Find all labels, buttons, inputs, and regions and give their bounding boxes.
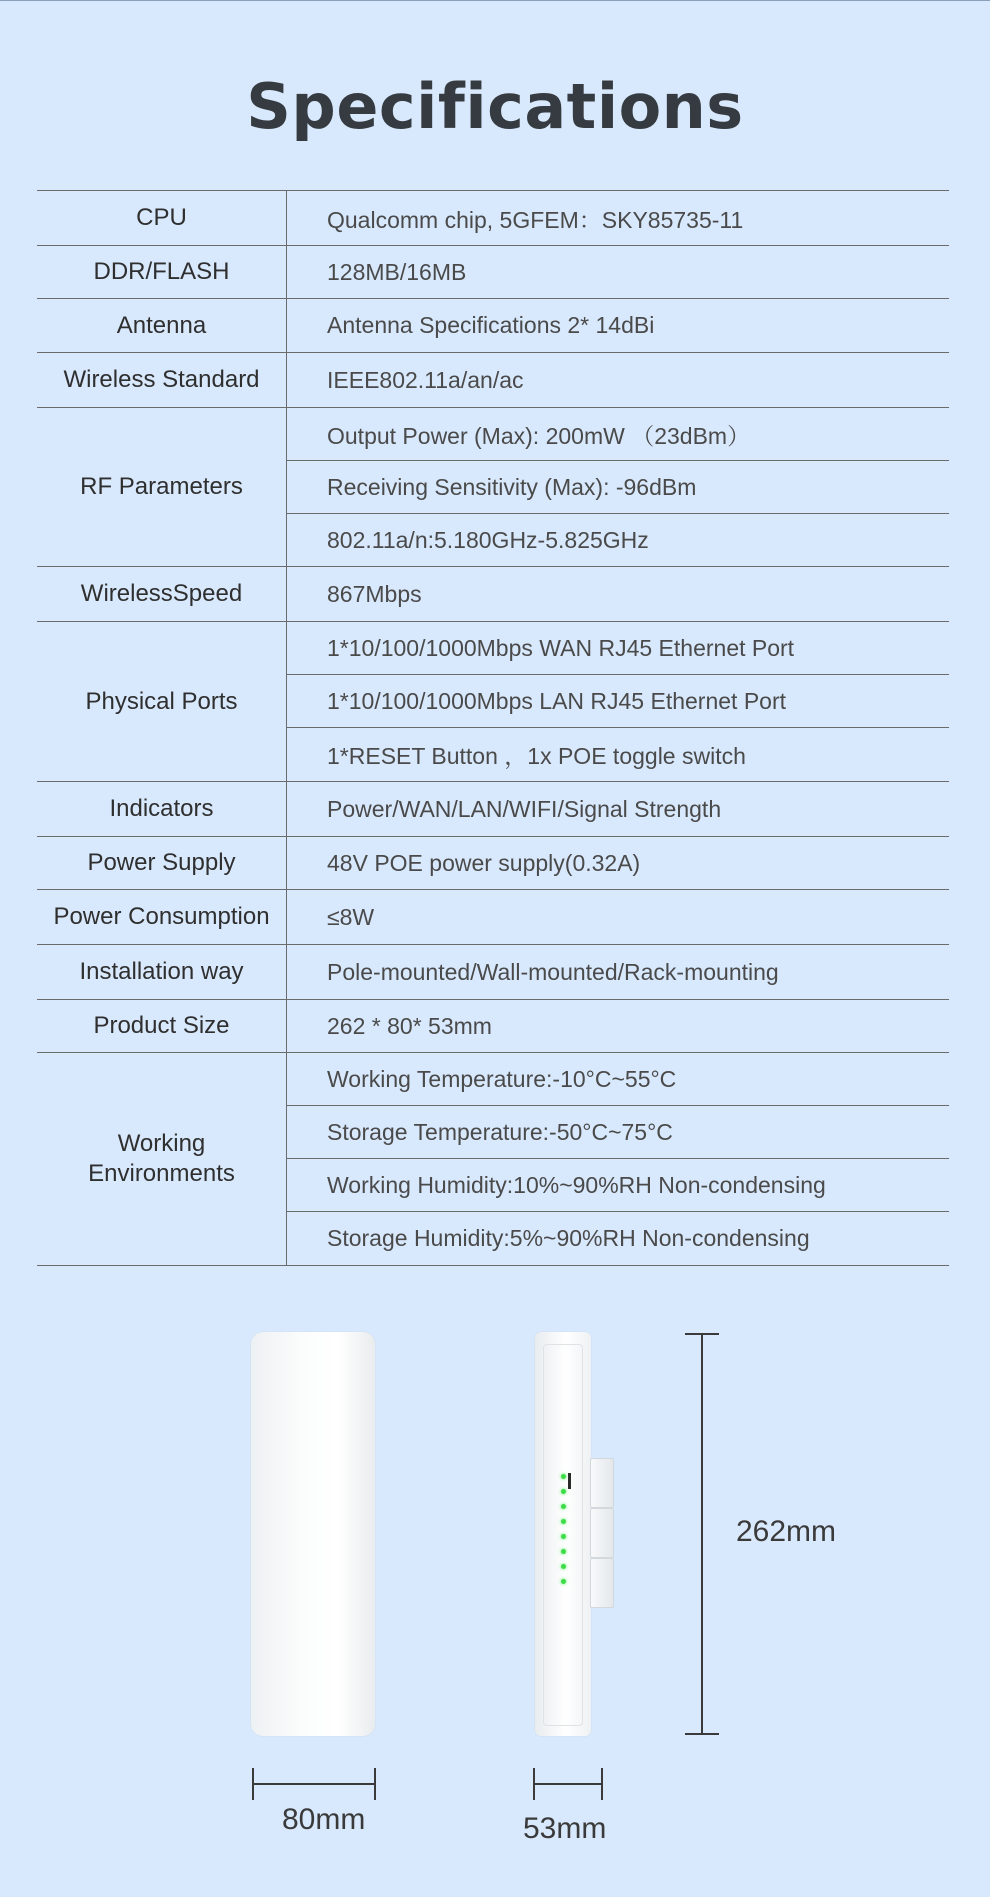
page-title: Specifications <box>246 70 744 143</box>
spec-values <box>287 191 949 245</box>
spec-label: Product Size <box>37 1000 287 1052</box>
spec-label: Installation way <box>37 945 287 999</box>
width-dimension-line <box>252 1783 375 1785</box>
reset-slot <box>568 1473 571 1489</box>
spec-row <box>37 837 949 890</box>
spec-label: CPU <box>37 191 287 245</box>
spec-value: 1*10/100/1000Mbps LAN RJ45 Ethernet Port <box>287 675 949 728</box>
spec-label: Wireless Standard <box>37 353 287 407</box>
spec-values <box>287 353 949 407</box>
spec-value: Working Humidity:10%~90%RH Non-condensing <box>287 1159 949 1212</box>
spec-label: Physical Ports <box>37 622 287 781</box>
width-dimension-label: 80mm <box>282 1803 366 1836</box>
height-dimension-label: 262mm <box>736 1515 837 1548</box>
spec-value: Receiving Sensitivity (Max): -96dBm <box>287 461 949 514</box>
spec-label: RF Parameters <box>37 408 287 566</box>
spec-label: WirelessSpeed <box>37 567 287 621</box>
top-divider <box>0 0 990 1</box>
spec-values <box>287 567 949 621</box>
spec-values <box>287 837 949 889</box>
spec-row <box>37 890 949 945</box>
spec-values <box>287 246 949 298</box>
led-indicator <box>561 1489 566 1494</box>
spec-label: Power Consumption <box>37 890 287 944</box>
width-dimension-cap-right <box>374 1768 376 1800</box>
spec-value: Antenna Specifications 2* 14dBi <box>327 312 655 338</box>
mount-clip <box>590 1458 614 1508</box>
spec-value: 262 * 80* 53mm <box>327 1012 492 1039</box>
mount-clip <box>590 1558 614 1608</box>
depth-dimension-cap-right <box>601 1768 603 1800</box>
spec-values <box>287 408 949 566</box>
spec-value: ≤8W <box>327 903 375 930</box>
led-indicator <box>561 1579 566 1584</box>
height-dimension-cap-top <box>685 1333 719 1335</box>
spec-value: 1*RESET Button ，1x POE toggle switch <box>327 743 746 769</box>
spec-value: 48V POE power supply(0.32A) <box>327 849 641 876</box>
led-indicator <box>561 1549 566 1554</box>
spec-value: IEEE802.11a/an/ac <box>327 366 524 393</box>
spec-row <box>37 408 949 567</box>
depth-dimension-cap-left <box>533 1768 535 1800</box>
spec-label: Working Environments <box>37 1053 287 1265</box>
spec-row <box>37 622 949 782</box>
spec-values <box>287 945 949 999</box>
device-front-view <box>251 1332 375 1736</box>
spec-table <box>37 190 949 1266</box>
height-dimension-cap-bottom <box>685 1733 719 1735</box>
spec-value: Storage Humidity:5%~90%RH Non-condensing <box>327 1225 810 1251</box>
spec-value: Power/WAN/LAN/WIFI/Signal Strength <box>327 795 722 822</box>
spec-values <box>287 622 949 781</box>
spec-value: Pole-mounted/Wall-mounted/Rack-mounting <box>327 958 779 985</box>
spec-value: Qualcomm chip, 5GFEM：SKY85735-11 <box>327 206 744 233</box>
spec-label: DDR/FLASH <box>37 246 287 298</box>
spec-label: Indicators <box>37 782 287 836</box>
spec-values <box>287 299 949 352</box>
spec-label: Power Supply <box>37 837 287 889</box>
led-indicator <box>561 1519 566 1524</box>
spec-row <box>37 567 949 622</box>
spec-values <box>287 1053 949 1265</box>
spec-row <box>37 353 949 408</box>
led-indicator <box>561 1474 566 1479</box>
spec-value: 802.11a/n:5.180GHz-5.825GHz <box>327 526 649 553</box>
spec-row <box>37 299 949 353</box>
spec-value: Output Power (Max): 200mW （23dBm） <box>287 408 949 461</box>
spec-value: Storage Temperature:-50°C~75°C <box>287 1106 949 1159</box>
led-indicator <box>561 1564 566 1569</box>
led-indicator <box>561 1534 566 1539</box>
spec-row <box>37 782 949 837</box>
width-dimension-cap-left <box>252 1768 254 1800</box>
height-dimension-line <box>701 1333 703 1735</box>
spec-row <box>37 1000 949 1053</box>
led-indicator <box>561 1504 566 1509</box>
depth-dimension-label: 53mm <box>523 1812 607 1845</box>
spec-values <box>287 890 949 944</box>
spec-value: 867Mbps <box>327 580 422 607</box>
spec-values <box>287 782 949 836</box>
depth-dimension-line <box>533 1783 602 1785</box>
spec-label: Antenna <box>37 299 287 352</box>
mount-clip <box>590 1508 614 1558</box>
spec-values <box>287 1000 949 1052</box>
spec-row <box>37 191 949 246</box>
spec-value: 1*10/100/1000Mbps WAN RJ45 Ethernet Port <box>287 622 949 675</box>
spec-row <box>37 945 949 1000</box>
spec-value: Working Temperature:-10°C~55°C <box>287 1053 949 1106</box>
spec-row <box>37 246 949 299</box>
spec-value: 128MB/16MB <box>327 258 467 285</box>
spec-row <box>37 1053 949 1266</box>
